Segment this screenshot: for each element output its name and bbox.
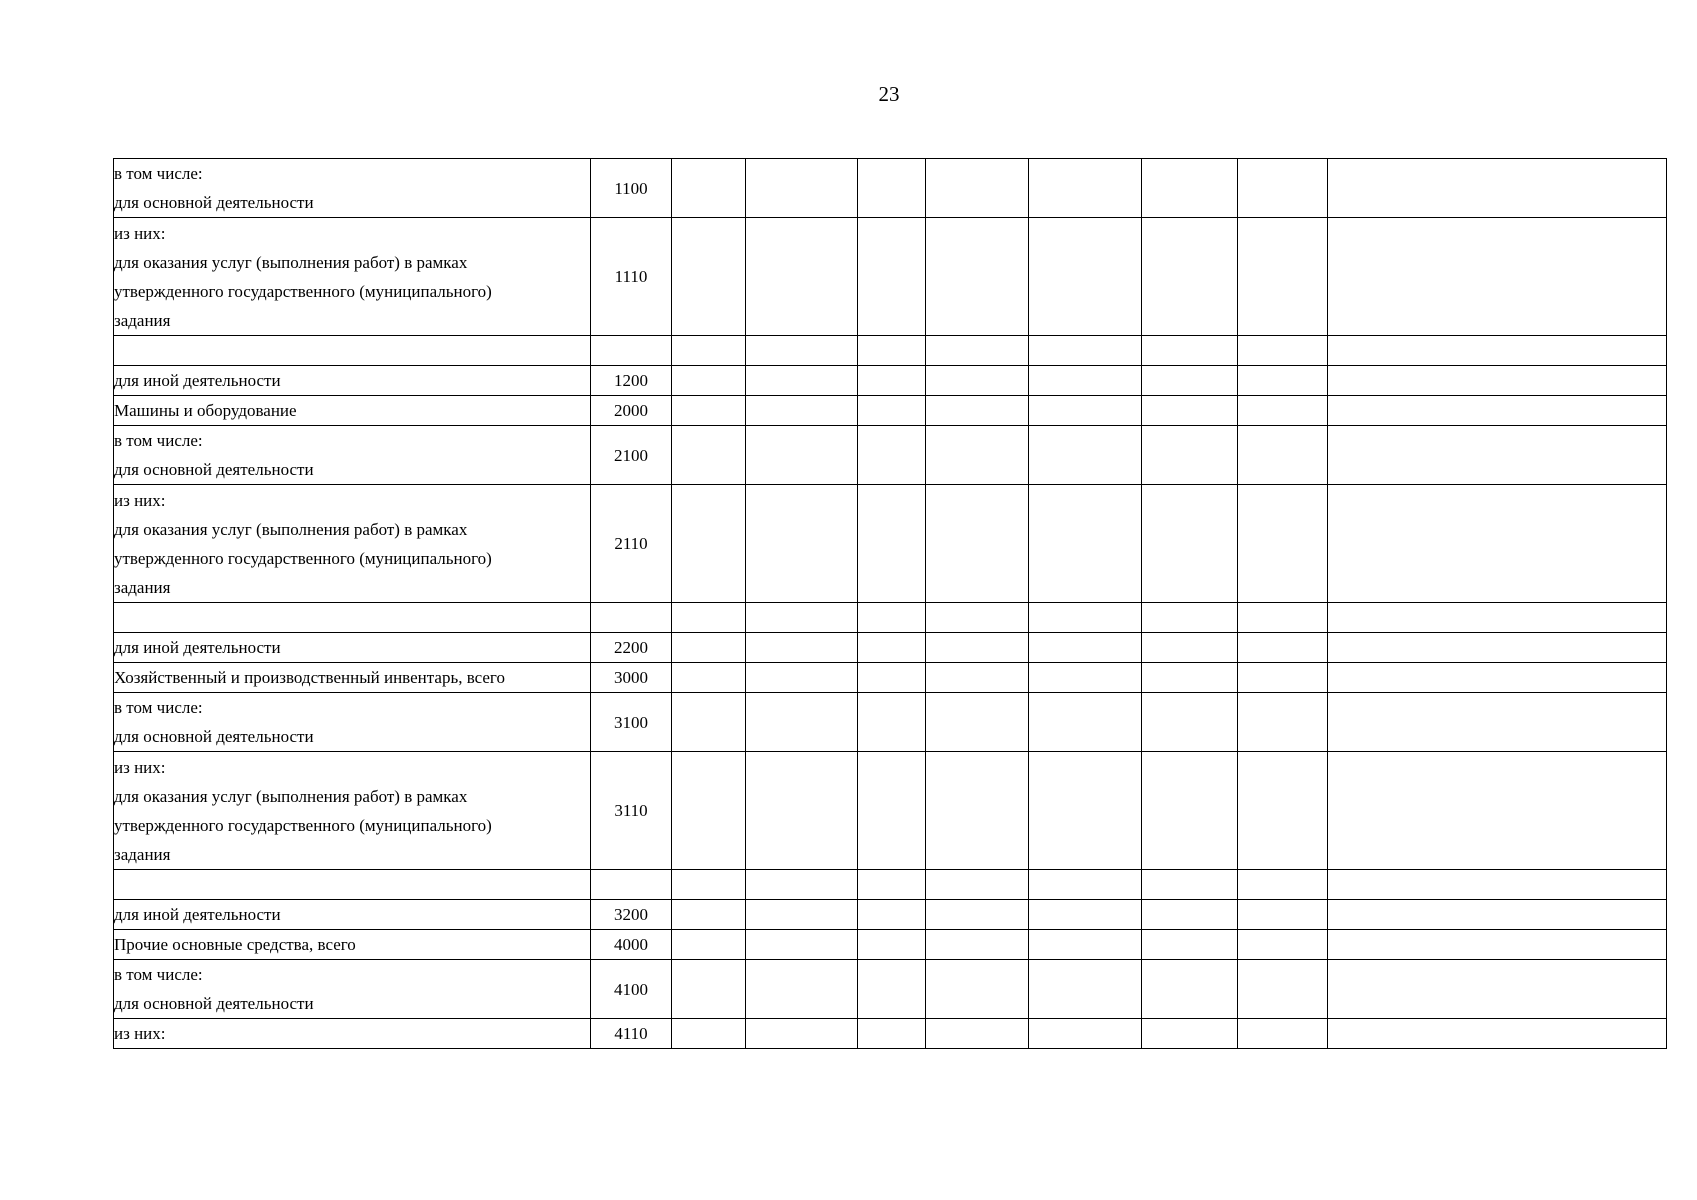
value-cell [1142,960,1238,1019]
row-code-cell [591,603,672,633]
value-cell [1029,485,1142,603]
row-label-line: утвержденного государственного (муниципального) [114,815,492,835]
row-label-cell [114,960,591,1019]
value-cell [1142,485,1238,603]
value-cell [672,930,746,960]
value-cell [1142,1019,1238,1049]
page-number: 23 [878,82,900,106]
row-label-line: для основной деятельности [114,460,314,479]
row-code-cell: 2000 [591,396,672,426]
value-cell [858,900,926,930]
value-cell [1238,218,1328,336]
row-code-cell: 2110 [591,485,672,603]
value-cell [1029,870,1142,900]
table-row [114,396,1667,426]
value-cell [1328,603,1667,633]
value-cell [1029,1019,1142,1049]
table-body [114,159,1667,1049]
table-row [114,603,1667,633]
value-cell [858,396,926,426]
value-cell [858,426,926,485]
value-cell [1142,693,1238,752]
row-label-line: для иной деятельности [114,638,281,657]
value-cell [858,485,926,603]
value-cell [926,396,1029,426]
value-cell [1328,900,1667,930]
value-cell [1238,485,1328,603]
value-cell [746,1019,858,1049]
value-cell [1328,870,1667,900]
row-label-line: для основной деятельности [114,193,314,212]
table-row [114,485,1667,603]
value-cell [746,633,858,663]
value-cell [1029,752,1142,870]
value-cell [746,218,858,336]
value-cell [1142,159,1238,218]
value-cell [1328,930,1667,960]
table-row [114,960,1667,1019]
row-label-cell [114,870,591,900]
row-label-cell [114,366,591,396]
value-cell [672,752,746,870]
value-cell [672,633,746,663]
row-label-cell [114,900,591,930]
row-label-line: задания [114,310,171,330]
value-cell [1142,870,1238,900]
value-cell [1238,603,1328,633]
table-row [114,752,1667,870]
row-label-line: для иной деятельности [114,905,281,924]
value-cell [1142,218,1238,336]
value-cell [926,870,1029,900]
row-label-line: для основной деятельности [114,994,314,1013]
table-row [114,633,1667,663]
value-cell [1142,900,1238,930]
value-cell [1238,633,1328,663]
value-cell [1029,366,1142,396]
row-label-cell [114,218,591,336]
value-cell [1029,218,1142,336]
value-cell [858,633,926,663]
row-label-line: в том числе: [114,431,203,450]
row-label-cell [114,396,591,426]
table-row [114,1019,1667,1049]
value-cell [1029,693,1142,752]
value-cell [1142,930,1238,960]
value-cell [858,336,926,366]
table-row [114,218,1667,336]
row-label-line: для оказания услуг (выполнения работ) в рамках [114,519,468,539]
row-code-cell: 3000 [591,663,672,693]
value-cell [1238,752,1328,870]
row-label-cell [114,426,591,485]
value-cell [672,870,746,900]
value-cell [1238,1019,1328,1049]
value-cell [1328,426,1667,485]
value-cell [926,752,1029,870]
value-cell [858,218,926,336]
row-label-cell [114,485,591,603]
value-cell [1029,426,1142,485]
row-code-cell: 3110 [591,752,672,870]
value-cell [672,960,746,1019]
value-cell [1142,603,1238,633]
row-label-line: для основной деятельности [114,727,314,746]
value-cell [1029,663,1142,693]
row-code-cell: 3200 [591,900,672,930]
table-row [114,663,1667,693]
value-cell [858,693,926,752]
row-label-line: в том числе: [114,965,203,984]
row-label-line: из них: [114,1024,166,1043]
row-code-cell: 1110 [591,218,672,336]
value-cell [1142,426,1238,485]
value-cell [1238,930,1328,960]
value-cell [1029,900,1142,930]
value-cell [926,485,1029,603]
value-cell [672,1019,746,1049]
value-cell [1029,396,1142,426]
value-cell [858,663,926,693]
value-cell [1328,366,1667,396]
value-cell [858,603,926,633]
row-code-cell: 2100 [591,426,672,485]
row-label-line: из них: [114,490,166,510]
value-cell [1328,1019,1667,1049]
value-cell [1238,159,1328,218]
value-cell [926,159,1029,218]
row-code-cell: 3100 [591,693,672,752]
value-cell [672,366,746,396]
row-code-cell [591,336,672,366]
value-cell [672,396,746,426]
value-cell [1238,870,1328,900]
value-cell [926,960,1029,1019]
row-label-line: из них: [114,223,166,243]
value-cell [1238,900,1328,930]
value-cell [1328,159,1667,218]
value-cell [926,900,1029,930]
row-label-cell [114,663,591,693]
value-cell [746,336,858,366]
value-cell [1238,366,1328,396]
value-cell [1029,930,1142,960]
row-label-line: для иной деятельности [114,371,281,390]
row-code-cell: 4110 [591,1019,672,1049]
value-cell [1328,485,1667,603]
value-cell [926,336,1029,366]
value-cell [746,930,858,960]
row-code-cell: 1200 [591,366,672,396]
value-cell [746,900,858,930]
value-cell [746,693,858,752]
value-cell [672,426,746,485]
row-label-cell [114,752,591,870]
value-cell [1142,633,1238,663]
value-cell [746,485,858,603]
row-code-cell: 1100 [591,159,672,218]
value-cell [926,1019,1029,1049]
value-cell [926,426,1029,485]
value-cell [746,426,858,485]
value-cell [1238,960,1328,1019]
value-cell [1029,633,1142,663]
value-cell [746,960,858,1019]
value-cell [672,159,746,218]
value-cell [672,900,746,930]
row-code-cell: 4000 [591,930,672,960]
value-cell [672,663,746,693]
value-cell [1029,603,1142,633]
row-label-cell [114,693,591,752]
value-cell [1238,426,1328,485]
row-label-line: для оказания услуг (выполнения работ) в рамках [114,786,468,806]
value-cell [1029,960,1142,1019]
value-cell [1328,336,1667,366]
table-row [114,870,1667,900]
table-row [114,336,1667,366]
value-cell [858,870,926,900]
value-cell [672,693,746,752]
value-cell [858,159,926,218]
value-cell [1328,693,1667,752]
row-label-line: задания [114,577,171,597]
row-label-cell [114,159,591,218]
value-cell [1328,752,1667,870]
value-cell [1328,218,1667,336]
row-label-line: утвержденного государственного (муниципального) [114,281,492,301]
value-cell [926,218,1029,336]
value-cell [1238,336,1328,366]
value-cell [1029,159,1142,218]
value-cell [746,366,858,396]
value-cell [1238,663,1328,693]
table-row [114,159,1667,218]
row-label-cell [114,336,591,366]
fixed-assets-table [113,158,1667,1049]
value-cell [926,693,1029,752]
row-label-line: задания [114,844,171,864]
value-cell [1328,663,1667,693]
row-label-line: в том числе: [114,698,203,717]
value-cell [1238,396,1328,426]
row-label-line: из них: [114,757,166,777]
value-cell [746,870,858,900]
row-code-cell: 2200 [591,633,672,663]
table-row [114,426,1667,485]
value-cell [1142,366,1238,396]
value-cell [1142,336,1238,366]
value-cell [1142,663,1238,693]
row-code-cell [591,870,672,900]
row-label-line: утвержденного государственного (муниципального) [114,548,492,568]
value-cell [858,1019,926,1049]
value-cell [926,663,1029,693]
row-label-line: Хозяйственный и производственный инвентарь, всего [114,668,505,687]
value-cell [672,336,746,366]
value-cell [858,960,926,1019]
value-cell [672,603,746,633]
value-cell [746,752,858,870]
value-cell [746,603,858,633]
value-cell [858,752,926,870]
row-label-line: Прочие основные средства, всего [114,935,356,954]
value-cell [926,633,1029,663]
row-label-line: в том числе: [114,164,203,183]
row-label-cell [114,633,591,663]
value-cell [746,159,858,218]
value-cell [672,218,746,336]
value-cell [926,930,1029,960]
table-row [114,693,1667,752]
table-row [114,930,1667,960]
value-cell [926,366,1029,396]
value-cell [1328,633,1667,663]
value-cell [926,603,1029,633]
value-cell [672,485,746,603]
row-label-cell [114,603,591,633]
table-row [114,900,1667,930]
value-cell [858,366,926,396]
row-label-cell [114,1019,591,1049]
value-cell [858,930,926,960]
value-cell [746,663,858,693]
value-cell [746,396,858,426]
value-cell [1142,752,1238,870]
row-code-cell: 4100 [591,960,672,1019]
value-cell [1238,693,1328,752]
row-label-line: Машины и оборудование [114,401,297,420]
value-cell [1142,396,1238,426]
value-cell [1029,336,1142,366]
row-label-line: для оказания услуг (выполнения работ) в рамках [114,252,468,272]
value-cell [1328,960,1667,1019]
table-row [114,366,1667,396]
value-cell [1328,396,1667,426]
row-label-cell [114,930,591,960]
